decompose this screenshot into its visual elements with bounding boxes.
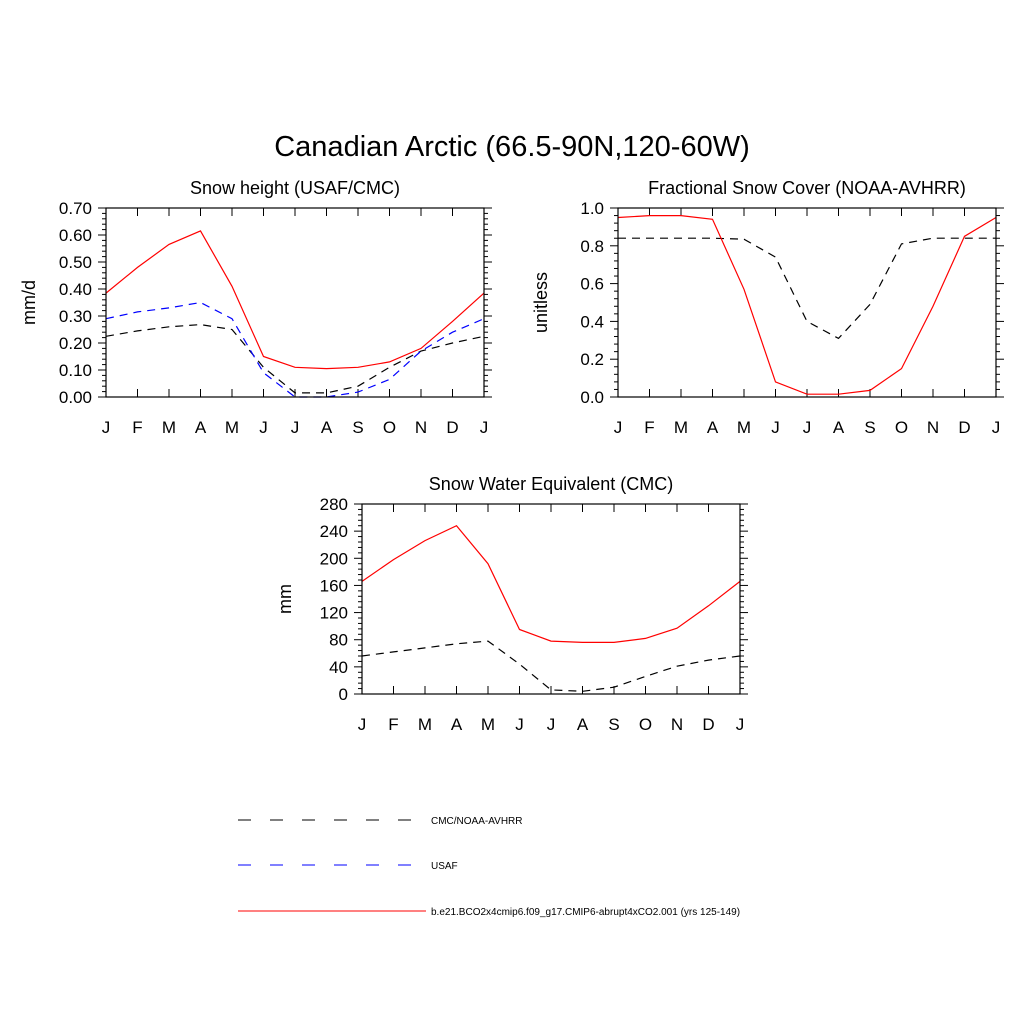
x-tick-label: N [670, 715, 684, 734]
panel-snow-water-equivalent [275, 474, 748, 734]
y-tick-label: 240 [319, 522, 348, 542]
y-tick-label: 200 [319, 549, 348, 569]
x-tick-label: A [194, 418, 207, 437]
x-tick-label: F [388, 715, 399, 734]
y-tick-label: 0.8 [580, 236, 604, 256]
x-tick-label: J [515, 715, 524, 734]
x-tick-label: D [446, 418, 459, 437]
y-tick-label: 0.4 [580, 312, 604, 332]
series-line [618, 216, 996, 395]
figure-title: Canadian Arctic (66.5-90N,120-60W) [274, 131, 750, 163]
x-tick-label: A [832, 418, 845, 437]
x-tick-label: D [958, 418, 971, 437]
y-tick-label: 0.40 [58, 280, 92, 299]
series-line [106, 325, 484, 393]
y-tick-label: 1.0 [580, 199, 604, 218]
x-tick-label: J [259, 418, 268, 437]
y-tick-label: 160 [319, 576, 348, 596]
y-tick-label: 0.0 [580, 388, 604, 407]
plot-frame [618, 208, 996, 397]
x-tick-label: M [161, 418, 177, 437]
x-tick-label: J [735, 715, 745, 734]
x-tick-label: N [414, 418, 428, 437]
x-tick-label: A [576, 715, 589, 734]
panel-title: Fractional Snow Cover (NOAA-AVHRR) [648, 178, 966, 198]
x-tick-label: S [352, 418, 364, 437]
x-tick-label: J [546, 715, 556, 734]
y-tick-label: 0.2 [580, 350, 604, 370]
x-tick-label: J [802, 418, 812, 437]
y-tick-label: 280 [319, 495, 348, 514]
panel-title: Snow Water Equivalent (CMC) [428, 474, 674, 494]
series-line [362, 641, 740, 691]
x-tick-label: O [638, 715, 653, 734]
y-axis-label: mm/d [19, 280, 39, 325]
y-tick-label: 0.10 [58, 361, 92, 380]
y-tick-label: 80 [329, 630, 348, 650]
x-tick-label: M [736, 418, 752, 437]
panel-title: Snow height (USAF/CMC) [189, 178, 401, 198]
x-tick-label: F [132, 418, 143, 437]
x-tick-label: M [224, 418, 240, 437]
y-tick-label: 120 [319, 603, 348, 623]
x-tick-label: A [706, 418, 719, 437]
x-tick-label: J [613, 418, 623, 437]
series-line [362, 526, 740, 643]
y-tick-label: 0 [338, 685, 348, 704]
y-tick-label: 0.50 [58, 253, 92, 272]
y-tick-label: 0.20 [58, 334, 92, 353]
x-tick-label: J [771, 418, 780, 437]
x-tick-label: J [101, 418, 111, 437]
legend-label: b.e21.BCO2x4cmip6.f09_g17.CMIP6-abrupt4xCO2.001 (yrs 125-149) [431, 907, 741, 918]
x-tick-label: O [894, 418, 909, 437]
series-line [618, 238, 996, 338]
legend-label: USAF [431, 861, 458, 872]
x-tick-label: F [644, 418, 655, 437]
x-tick-label: M [673, 418, 689, 437]
x-tick-label: O [382, 418, 397, 437]
x-tick-label: N [926, 418, 940, 437]
x-tick-label: J [290, 418, 300, 437]
x-tick-label: S [608, 715, 620, 734]
y-tick-label: 0.70 [58, 199, 92, 218]
panel-snow-height [19, 178, 492, 437]
y-tick-label: 0.60 [58, 226, 92, 245]
y-tick-label: 0.00 [58, 388, 92, 407]
y-tick-label: 0.30 [58, 307, 92, 326]
y-axis-label: mm [275, 584, 295, 614]
x-tick-label: M [417, 715, 433, 734]
legend [238, 816, 740, 918]
x-tick-label: J [991, 418, 1001, 437]
legend-label: CMC/NOAA-AVHRR [431, 816, 523, 827]
x-tick-label: D [702, 715, 715, 734]
plot-frame [106, 208, 484, 397]
y-tick-label: 40 [329, 657, 348, 677]
x-tick-label: S [864, 418, 876, 437]
x-tick-label: M [480, 715, 496, 734]
x-tick-label: J [357, 715, 367, 734]
series-line [106, 303, 484, 398]
panel-fractional-snow-cover [531, 178, 1004, 437]
x-tick-label: A [450, 715, 463, 734]
y-tick-label: 0.6 [580, 274, 604, 294]
y-axis-label: unitless [531, 271, 551, 334]
x-tick-label: A [320, 418, 333, 437]
x-tick-label: J [479, 418, 489, 437]
